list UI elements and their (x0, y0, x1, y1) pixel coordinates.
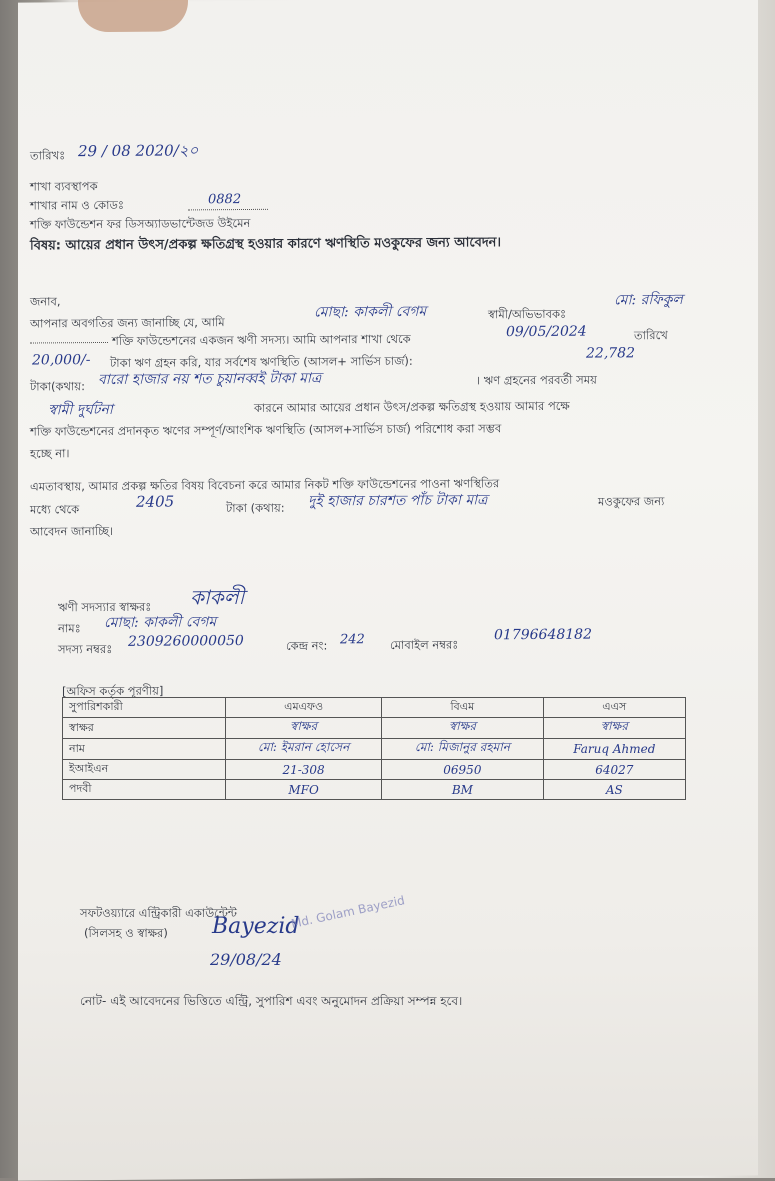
as-ein: 64027 (543, 760, 685, 780)
member-number-hw: 2309260000050 (128, 633, 244, 650)
p1-text-h: কারনে আমার আয়ের প্রধান উৎস/প্রকল্প ক্ষতিগ্রস্থ হওয়ায় আমার পক্ষে (254, 398, 570, 415)
balance-words-hw: বারো হাজার নয় শত চুয়ানব্বই টাকা মাত্র (98, 370, 322, 389)
mfo-ein: 21-308 (226, 760, 382, 780)
p1-text-g: । ঋণ গ্রহনের পরবর্তী সময় (476, 372, 597, 388)
member-number-label: সদস্য নম্বরঃ (58, 641, 113, 657)
bm-ein: 06950 (382, 760, 543, 780)
header-mfo: এমএফও (226, 698, 382, 718)
accountant-seal-stamp: Md. Golam Bayezid (289, 893, 406, 931)
date-label: তারিখঃ (30, 148, 66, 163)
table-row (63, 698, 686, 718)
as-name: Faruq Ahmed (543, 739, 685, 760)
applicant-name-hw: মোছা: কাকলী বেগম (314, 303, 427, 321)
as-signature: স্বাক্ষর (543, 718, 685, 739)
address-line-1: শাখা ব্যবস্থাপক (30, 179, 98, 194)
office-table (62, 697, 686, 800)
branch-code-dots (188, 199, 268, 211)
mfo-designation: MFO (226, 780, 382, 800)
date-value: 29 / 08 2020/২০ (78, 141, 199, 161)
mfo-name: মো: ইমরান হোসেন (226, 739, 382, 760)
member-name-label: নামঃ (58, 621, 81, 636)
loan-date-hw: 09/05/2024 (506, 323, 587, 341)
damage-reason-hw: স্বামী দুর্ঘটনা (48, 401, 113, 419)
header-as: এএস (543, 698, 685, 718)
mobile-number-hw: 01796648182 (494, 626, 592, 644)
table-row (63, 780, 686, 800)
bm-signature: স্বাক্ষর (382, 718, 543, 739)
member-signature-label: ঋণী সদস্যার স্বাক্ষরঃ (58, 599, 152, 615)
branch-code: 0882 (208, 192, 242, 208)
mfo-signature: স্বাক্ষর (226, 718, 382, 739)
p2-text-c: টাকা (কথায়: (226, 500, 285, 516)
accountant-date-hw: 29/08/24 (210, 950, 282, 969)
dots-1 (30, 332, 108, 344)
guardian-name-hw: মো: রফিকুল (614, 291, 683, 309)
loan-amount-hw: 20,000/- (32, 352, 91, 369)
p1-text-c: শক্তি ফাউন্ডেশনের একজন ঋণী সদস্য। আমি আপনার শাখা থেকে (112, 331, 411, 348)
p2-text-a: এমতাবস্থায়, আমার প্রকল্প ক্ষতির বিষয় বিবেচনা করে আমার নিকট শক্তি ফাউন্ডেশনের পাওনা ঋণস্থিতির (30, 476, 500, 494)
loan-balance-hw: 22,782 (586, 345, 635, 362)
bm-designation: BM (382, 780, 543, 800)
waiver-words-hw: দুই হাজার চারশত পাঁচ টাকা মাত্র (308, 492, 488, 510)
row-label-signature: স্বাক্ষর (63, 718, 226, 739)
table-row (63, 718, 686, 739)
p1-text-i: শক্তি ফাউন্ডেশনের প্রদানকৃত ঋণের সম্পূর্ণ/আংশিক ঋণস্থিতি (আসল+সার্ভিস চার্জ) পরিশোধ করা সম্ভব (30, 421, 502, 439)
header-bm: বিএম (382, 698, 543, 718)
p1-text-e: টাকা ঋণ গ্রহন করি, যার সর্বশেষ ঋণস্থিতি (আসল+ সার্ভিস চার্জ): (110, 353, 413, 370)
footer-note: নোট- এই আবেদনের ভিত্তিতে এন্ট্রি, সুপারিশ এবং অনুমোদন প্রক্রিয়া সম্পন্ন হবে। (80, 994, 463, 1008)
address-line-2: শাখার নাম ও কোডঃ (30, 197, 125, 213)
address-line-3: শক্তি ফাউন্ডেশন ফর ডিসঅ্যাডভান্টেজড উইমেন (30, 215, 251, 232)
entry-accountant-seal-label: (সিলসহ ও স্বাক্ষর) (84, 926, 168, 940)
p1-text-j: হচ্ছে না। (30, 446, 70, 461)
subject-line: বিষয়: আয়ের প্রধান উৎস/প্রকল্প ক্ষতিগ্রস্থ হওয়ার কারণে ঋণস্থিতি মওকুফের জন্য আবেদন। (30, 235, 502, 254)
p1-text-a: আপনার অবগতির জন্য জানাচ্ছি যে, আমি (30, 315, 225, 331)
row-label-designation: পদবী (63, 780, 226, 800)
office-caption: [অফিস কর্তৃক পূরণীয়] (62, 683, 164, 699)
p1-text-b: স্বামী/অভিভাবকঃ (488, 306, 567, 322)
p1-text-d: তারিখে (634, 328, 668, 343)
salutation: জনাব, (30, 294, 61, 309)
center-number-hw: 242 (340, 632, 365, 648)
accountant-signature-hw: Bayezid (212, 914, 300, 939)
p2-text-e: আবেদন জানাচ্ছি। (30, 523, 114, 539)
waiver-amount-hw: 2405 (136, 492, 175, 511)
row-label-name: নাম (63, 739, 226, 760)
member-signature-hw: কাকলী (190, 585, 245, 610)
table-row (63, 739, 686, 760)
bm-name: মো: মিজানুর রহমান (382, 739, 543, 760)
header-recommender: সুপারিশকারী (63, 698, 226, 718)
p2-text-b: মধ্যে থেকে (30, 502, 80, 517)
center-label: কেন্দ্র নং: (286, 638, 328, 653)
member-name-hw: মোছা: কাকলী বেগম (104, 614, 217, 631)
p1-text-f: টাকা(কথায়: (30, 379, 85, 394)
row-label-ein: ইআইএন (63, 760, 226, 780)
table-row (63, 760, 686, 780)
as-designation: AS (543, 780, 685, 800)
mobile-label: মোবাইল নম্বরঃ (390, 637, 459, 652)
thumb (78, 0, 188, 32)
p2-text-d: মওকুফের জন্য (598, 494, 665, 509)
entry-accountant-label: সফটওয়্যারে এন্ট্রিকারী একাউন্টেন্ট (80, 906, 237, 920)
